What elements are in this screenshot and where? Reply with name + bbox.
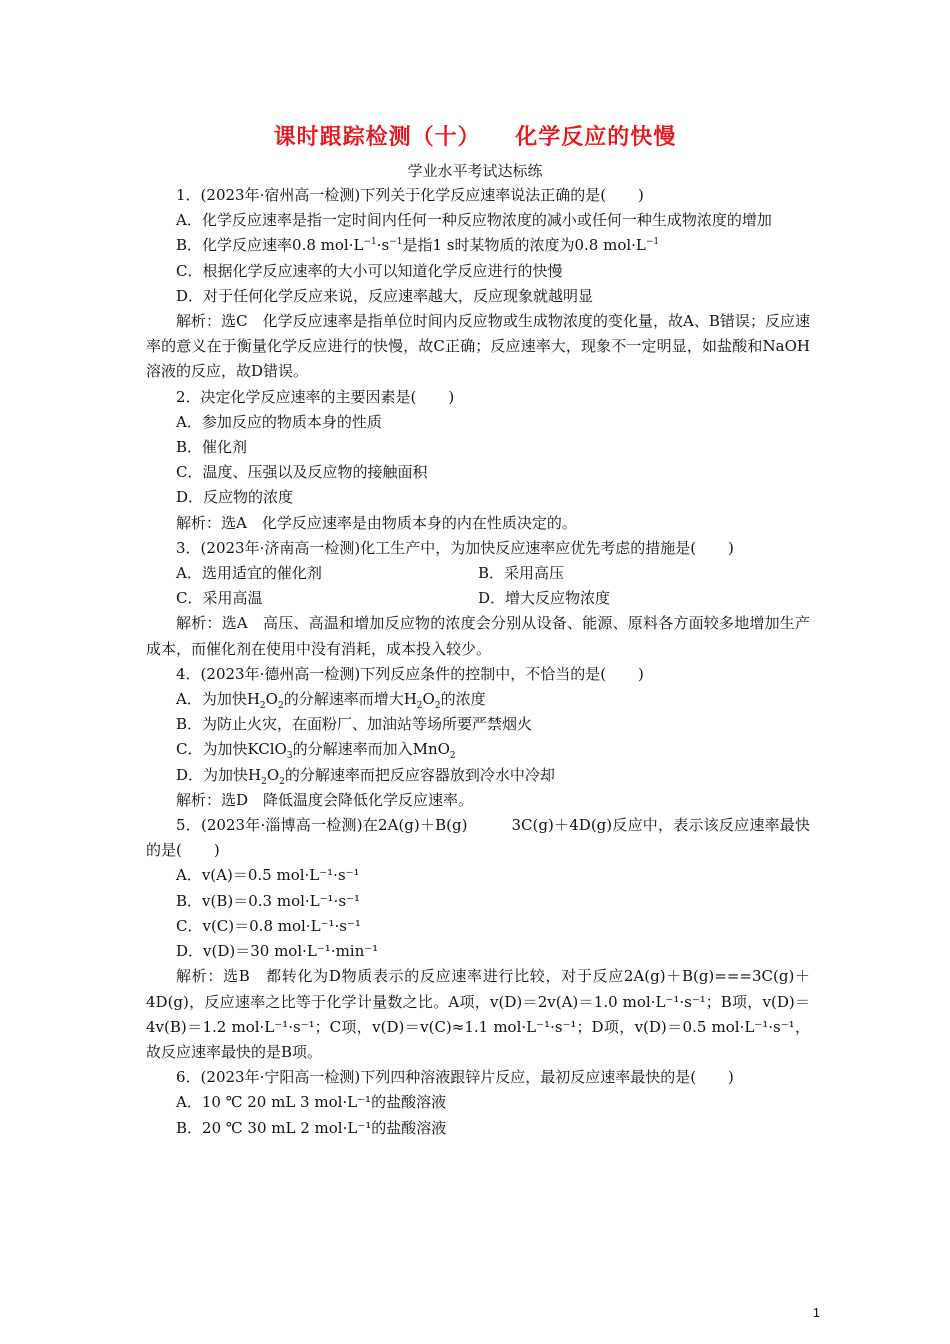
question-2-stem: 2．决定化学反应速率的主要因素是( ) [176,387,455,406]
question-4-option-a: A．为加快$H_2O_2$的分解速率而增大$H_2O_2$的浓度 [176,690,486,712]
question-3-options-row-2 [146,586,810,611]
question-2-option-c: C．温度、压强以及反应物的接触面积 [176,463,428,482]
question-3-option-c: C．采用高温 [176,589,263,608]
question-5-option-b: B．v(B)＝0.3 mol·L⁻¹·s⁻¹ [176,891,360,910]
document-body [146,183,810,1141]
question-3-option-a: A．选用适宜的催化剂 [176,564,322,583]
question-4-option-d: D．为加快$H_2O_2$的分解速率而把反应容器放到冷水中冷却 [176,765,555,787]
page-number: 1 [812,1305,820,1320]
question-4-option-b: B．为防止火灾，在面粉厂、加油站等场所要严禁烟火 [176,715,533,734]
question-6-option-b: B．20 ℃ 30 mL 2 mol·L⁻¹的盐酸溶液 [176,1118,447,1137]
question-4-stem: 4．(2023年·德州高一检测)下列反应条件的控制中，不恰当的是( ) [176,664,644,683]
question-5-analysis: 解析：选B 都转化为D物质表示的反应速率进行比较，对于反应2A(g)＋B(g)===3C(g)＋4D(g)，反应速率之比等于化学计量数之比。A项，v(D)＝2v(A)＝1.0 mol·L⁻¹·s⁻¹；B项，v(D)＝4v(B)＝1.2 mol·L⁻¹·s⁻¹；C项，v(D)＝v(C)≈1.1 mol·L⁻¹·s⁻¹；D项，v(D)＝0.5 mol·L⁻¹·s⁻¹，故反应速率最快的是B项。 [146,967,810,1061]
question-2-option-d: D．反应物的浓度 [176,488,294,507]
question-3-options-row-1 [146,561,810,586]
page-title: 课时跟踪检测（十） 化学反应的快慢 [273,125,677,150]
question-5-stem: 5．(2023年·淄博高一检测)在2A(g)＋B(g) 3C(g)＋4D(g)反应中，表示该反应速率最快的是( ) [146,816,810,860]
question-4-analysis: 解析：选D 降低温度会降低化学反应速率。 [176,790,474,809]
question-1-option-b: B．化学反应速率0.8 $mol\cdot L^{-1}\cdot s^{-1}$是指1 s时某物质的浓度为0.8 $mol\cdot L^{-1}$ [176,236,660,255]
question-5-option-c: C．v(C)＝0.8 mol·L⁻¹·s⁻¹ [176,916,361,935]
question-6-stem: 6．(2023年·宁阳高一检测)下列四种溶液跟锌片反应，最初反应速率最快的是( ) [176,1068,734,1087]
question-5-option-a: A．v(A)＝0.5 mol·L⁻¹·s⁻¹ [176,866,360,885]
question-3-analysis: 解析：选A 高压、高温和增加反应物的浓度会分别从设备、能源、原料各方面较多地增加生产成本，而催化剂在使用中没有消耗，成本投入较少。 [146,614,810,658]
question-1-analysis: 解析：选C 化学反应速率是指单位时间内反应物或生成物浓度的变化量，故A、B错误；反应速率的意义在于衡量化学反应进行的快慢，故C正确；反应速率大，现象不一定明显，如盐酸和NaOH溶液的反应，故D错误。 [146,312,810,381]
question-1-option-a: A．化学反应速率是指一定时间内任何一种反应物浓度的减小或任何一种生成物浓度的增加 [176,211,772,230]
question-3-stem: 3．(2023年·济南高一检测)化工生产中，为加快反应速率应优先考虑的措施是( ) [176,538,734,557]
section-subtitle: 学业水平考试达标练 [407,162,543,180]
question-3-option-b: B．采用高压 [478,564,565,583]
question-5-option-d: D．v(D)＝30 mol·L⁻¹·min⁻¹ [176,942,379,961]
question-6-option-a: A．10 ℃ 20 mL 3 mol·L⁻¹的盐酸溶液 [176,1093,447,1112]
question-2-analysis: 解析：选A 化学反应速率是由物质本身的内在性质决定的。 [176,513,577,532]
question-3-option-d: D．增大反应物浓度 [478,589,611,608]
question-2-option-b: B．催化剂 [176,438,248,457]
question-1-option-d: D．对于任何化学反应来说，反应速率越大，反应现象就越明显 [176,286,594,305]
question-4-option-c: C．为加快KClO$_3$的分解速率而加入MnO$_2$ [176,740,456,762]
question-1-stem: 1．(2023年·宿州高一检测)下列关于化学反应速率说法正确的是( ) [176,186,644,204]
question-1-option-c: C．根据化学反应速率的大小可以知道化学反应进行的快慢 [176,261,563,280]
question-2-option-a: A．参加反应的物质本身的性质 [176,412,382,431]
